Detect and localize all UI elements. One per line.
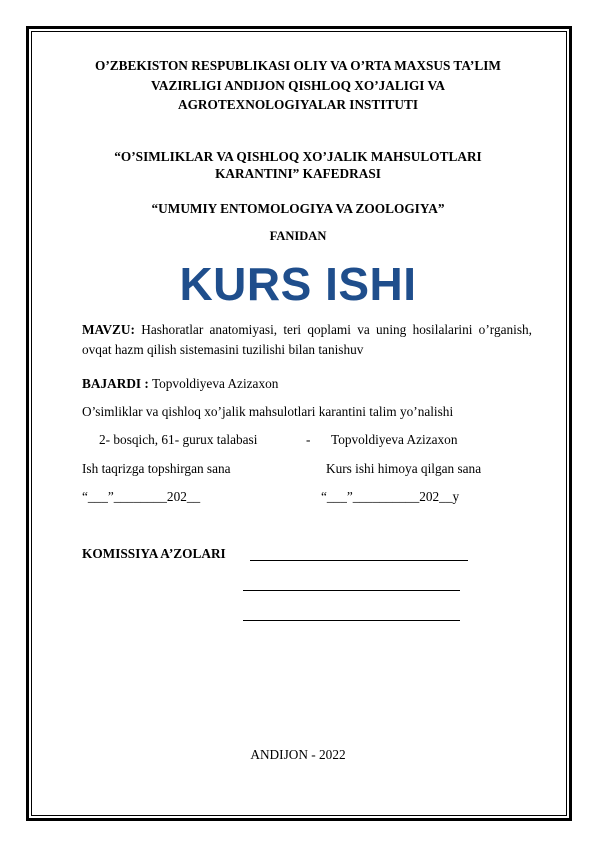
- institution-line-1: O’ZBEKISTON RESPUBLIKASI OLIY VA O’RTA MAXSUS TA’LIM: [95, 58, 501, 73]
- review-date-blank: “___”________202__: [82, 489, 201, 504]
- topic-text: Hashoratlar anatomiyasi, teri qoplami va uning hosilalarini o’rganish, ovqat hazm qilish sistemasini tuzilishi bilan tanishuv: [82, 322, 532, 357]
- subject-name: “UMUMIY ENTOMOLOGIYA VA ZOOLOGIYA”: [151, 201, 445, 216]
- review-date-label: Ish taqrizga topshirgan sana: [82, 461, 231, 476]
- commission-signature-line-2: [243, 590, 460, 591]
- author-name: Topvoldiyeva Azizaxon: [148, 376, 279, 391]
- department-line-1: “O’SIMLIKLAR VA QISHLOQ XO’JALIK MAHSULOTLARI: [114, 149, 482, 164]
- author-label: BAJARDI :: [82, 376, 149, 391]
- institution-line-3: AGROTEXNOLOGIYALAR INSTITUTI: [177, 97, 419, 112]
- student-dash: -: [306, 432, 311, 447]
- document-title: KURS ISHI: [179, 258, 417, 310]
- department-name: [60, 148, 536, 182]
- student-course: 2- bosqich, 61- gurux talabasi: [99, 432, 258, 447]
- topic-label: MAVZU:: [82, 322, 135, 337]
- author: [82, 376, 278, 392]
- commission-label: KOMISSIYA A’ZOLARI: [82, 546, 226, 561]
- topic: [82, 320, 532, 360]
- defense-date-blank: “___”__________202__y: [321, 489, 460, 504]
- department-line-2: KARANTINI” KAFEDRASI: [215, 166, 381, 181]
- program-name: O’simliklar va qishloq xo’jalik mahsulotlari karantini talim yo’nalishi: [82, 404, 454, 419]
- commission-signature-line-3: [243, 620, 460, 621]
- institution-line-2: VAZIRLIGI ANDIJON QISHLOQ XO’JALIGI VA: [150, 77, 446, 93]
- defense-date-label: Kurs ishi himoya qilgan sana: [326, 461, 482, 476]
- commission-signature-line-1: [250, 560, 468, 561]
- institution-name: [60, 56, 536, 115]
- footer-city-year: ANDIJON - 2022: [250, 747, 346, 762]
- subject-suffix: FANIDAN: [269, 229, 327, 243]
- student-name: Topvoldiyeva Azizaxon: [331, 432, 458, 447]
